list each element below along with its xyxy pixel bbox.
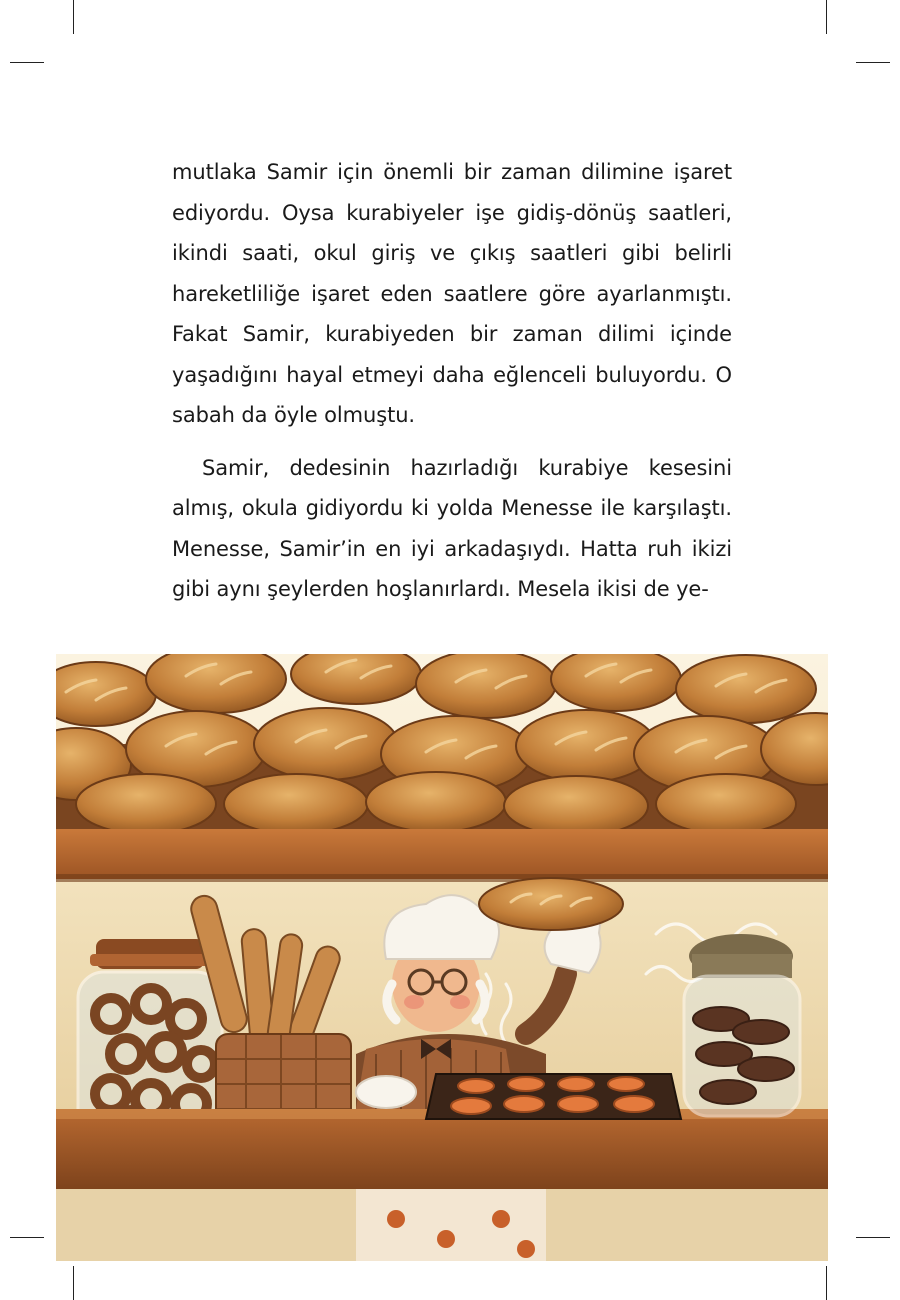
crop-mark-top-left: [73, 0, 74, 34]
shelf-board: [56, 829, 828, 879]
crop-mark-left-top: [10, 62, 44, 63]
crop-mark-top-right: [826, 0, 827, 34]
bread-loaves-shelf-icon: [56, 654, 828, 844]
cookie-jar-right-icon: [684, 934, 800, 1116]
cookie-tray-icon: [426, 1074, 681, 1119]
bakery-illustration: [56, 654, 828, 1261]
counter: [56, 1109, 828, 1189]
crop-mark-bottom-left: [73, 1266, 74, 1300]
crop-mark-bottom-right: [826, 1266, 827, 1300]
body-text: [172, 152, 732, 610]
crop-mark-left-bottom: [10, 1237, 44, 1238]
crop-mark-right-bottom: [856, 1237, 890, 1238]
paragraph-2: Samir, dedesinin hazırladığı kurabiye kesesini almış, okula gidiyordu ki yolda Menesse ile karşılaştı. Menesse, Samir’in en iyi arkadaşıydı. Hatta ruh ikizi gibi aynı şeylerden hoşlanırlardı. Mesela ikisi de ye-: [172, 455, 732, 601]
crop-mark-right-top: [856, 62, 890, 63]
paragraph-1: mutlaka Samir için önemli bir zaman dilimine işaret ediyordu. Oysa kurabiyeler işe gidiş-dönüş saatleri, ikindi saati, okul giriş ve çıkış saatleri gibi belirli hareketliliğe işaret eden saatlere göre ayarlanmıştı. Fakat Samir, kurabiyeden bir zaman dilimi içinde yaşadığını hayal etmeyi daha eğlenceli buluyordu. O sabah da öyle olmuştu.: [172, 160, 732, 427]
